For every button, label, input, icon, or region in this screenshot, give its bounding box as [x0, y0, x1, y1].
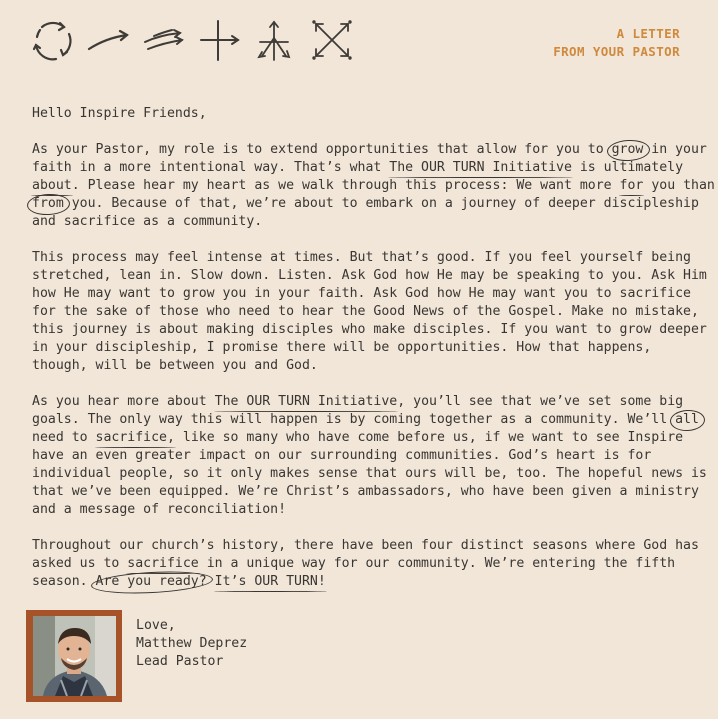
page-title	[553, 25, 680, 61]
author-role: Lead Pastor	[136, 654, 224, 669]
author-name: Matthew Deprez	[136, 636, 248, 651]
text-run: As your Pastor, my role is to extend opportunities that allow for you to	[32, 142, 612, 157]
signature-photo	[26, 610, 122, 702]
text-run: you. Because of that, we’re about to embark on a journey of deeper discipleship and sacrifice as a community.	[32, 196, 699, 229]
paragraph-1	[32, 141, 715, 231]
circled-phrase-ready: Are you ready?	[95, 574, 207, 589]
circled-word-grow: grow	[611, 142, 644, 157]
paragraph-4	[32, 537, 699, 591]
double-arrows-icon	[142, 18, 188, 64]
text-run: like so many who have come before us, if we want to see Inspire have an even greater impact on our surrounding communities. God’s heart is for individual people, so it only makes sense that ours will be, too. The hopeful news is that we’ve been equipped. We’re Christ’s ambassadors, who have been given a ministry and a message of reconciliation!	[32, 430, 707, 517]
underlined-word-for: for	[619, 178, 644, 193]
text-run: is ultimately	[579, 160, 684, 175]
text-run: , you’ll see that we’ve set some big goals. The only way this will happen is by coming together as a community. We’ll	[32, 394, 684, 427]
greeting: Hello Inspire Friends,	[32, 106, 207, 121]
text-run: Throughout our church’s history, there have been four distinct seasons where God has asked us to	[32, 538, 699, 571]
underlined-phrase-our-turn: It’s OUR TURN!	[214, 574, 326, 589]
letter-body	[32, 105, 715, 609]
text-run: you than	[651, 178, 715, 193]
header-icon-row	[30, 18, 360, 64]
underlined-word-sacrifice: sacrifice	[127, 556, 199, 571]
crossroads-icon	[198, 18, 244, 64]
circled-word-from: from	[32, 196, 64, 211]
diverging-arrows-icon	[254, 18, 300, 64]
paragraph-3	[32, 393, 707, 519]
avatar	[33, 616, 116, 696]
text-run: in a unique way for our community. We’re entering the fifth season.	[32, 556, 676, 589]
title-line-2: FROM YOUR PASTOR	[553, 44, 680, 59]
closing: Love,	[136, 618, 176, 633]
paragraph-2: This process may feel intense at times. But that’s good. If you feel yourself being stretched, lean in. Slow down. Listen. Ask God how He may be speaking to you. Ask Him how He may want to grow you in your faith. Ask God how He may want you to sacrifice for the sake of those who need to hear the Good News of the Gospel. Make no mistake, this journey is about making disciples who make disciples. If you want to grow deeper in your discipleship, I promise there will be opportunities. How that happens, though, will be between you and God.	[32, 250, 707, 373]
text-run: . Please hear my heart as we walk through this process: We want more	[71, 178, 620, 193]
four-way-arrows-icon	[310, 18, 356, 64]
photo-frame	[26, 610, 122, 702]
text-run: As you hear more about	[32, 394, 215, 409]
text-run: need to	[32, 430, 88, 445]
title-line-1: A LETTER	[616, 26, 680, 41]
underlined-initiative: The OUR TURN Initiative	[214, 394, 398, 409]
underlined-word-sacrifice: sacrifice,	[95, 430, 175, 445]
single-arrow-icon	[86, 18, 132, 64]
text-run: in your faith in a more intentional way. That’s what	[32, 142, 707, 175]
circled-word-all: all	[675, 412, 699, 427]
circular-arrows-icon	[30, 18, 76, 64]
underlined-initiative: The OUR TURN Initiative	[389, 160, 572, 175]
signature-block	[136, 617, 247, 671]
underlined-word-about: about	[32, 178, 72, 193]
